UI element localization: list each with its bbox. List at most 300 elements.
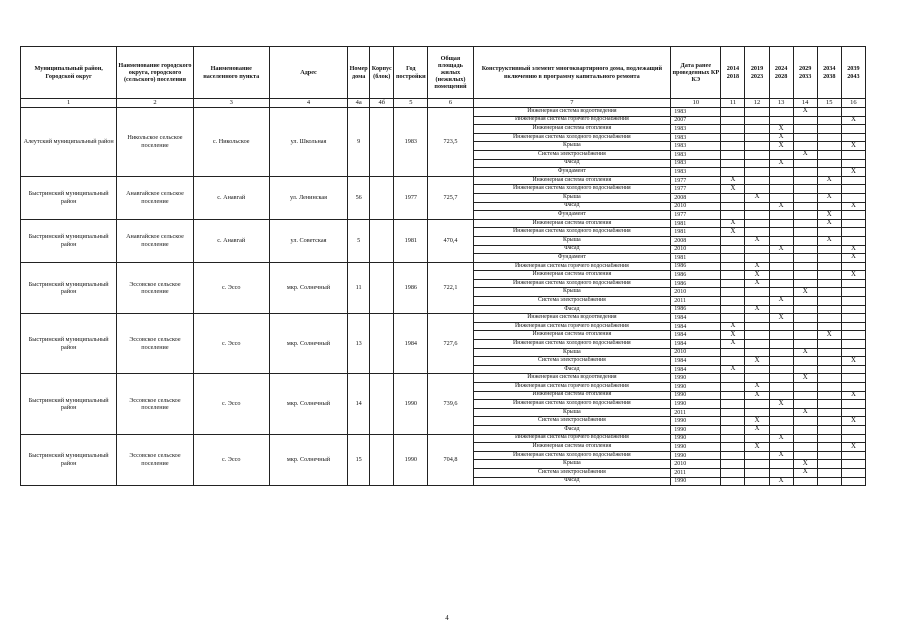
repair-period-mark: X: [745, 193, 769, 202]
repair-period-mark: X: [841, 202, 865, 211]
header-address: Адрес: [269, 47, 347, 99]
previous-repair-date-cell: 1984: [671, 322, 721, 331]
repair-period-mark: [745, 374, 769, 383]
repair-period-mark: X: [721, 322, 745, 331]
structural-element-cell: Система электроснабжения: [473, 468, 671, 477]
repair-period-mark: [745, 219, 769, 228]
repair-period-mark: [841, 185, 865, 194]
year-built-cell: 1986: [394, 262, 428, 314]
repair-period-mark: [817, 168, 841, 177]
block-cell: [370, 219, 394, 262]
repair-period-mark: [769, 219, 793, 228]
district-cell: Быстринский муниципальный район: [21, 262, 117, 314]
repair-period-mark: X: [769, 159, 793, 168]
repair-period-mark: [841, 383, 865, 392]
settlement-cell: Никольское сельское поселение: [117, 108, 193, 177]
repair-period-mark: [745, 365, 769, 374]
structural-element-cell: Инженерная система отопления: [473, 331, 671, 340]
repair-period-mark: X: [769, 133, 793, 142]
structural-element-cell: Фундамент: [473, 211, 671, 220]
previous-repair-date-cell: 1983: [671, 168, 721, 177]
repair-period-mark: [769, 228, 793, 237]
structural-element-cell: Инженерная система водоотведения: [473, 108, 671, 117]
repair-period-mark: [721, 150, 745, 159]
previous-repair-date-cell: 1990: [671, 451, 721, 460]
repair-period-mark: X: [721, 185, 745, 194]
structural-element-cell: Система электроснабжения: [473, 297, 671, 306]
settlement-cell: Анавгайское сельское поселение: [117, 219, 193, 262]
previous-repair-date-cell: 1990: [671, 434, 721, 443]
structural-element-cell: Инженерная система отопления: [473, 271, 671, 280]
repair-period-mark: [745, 202, 769, 211]
repair-period-mark: X: [721, 176, 745, 185]
repair-period-mark: [745, 468, 769, 477]
repair-period-mark: [841, 408, 865, 417]
repair-period-mark: [817, 116, 841, 125]
block-cell: [370, 314, 394, 374]
repair-period-mark: X: [745, 357, 769, 366]
repair-period-mark: [841, 125, 865, 134]
locality-cell: с. Эссо: [193, 434, 269, 486]
locality-cell: с. Анавгай: [193, 219, 269, 262]
repair-period-mark: X: [721, 228, 745, 237]
year-built-cell: 1981: [394, 219, 428, 262]
repair-period-mark: [841, 236, 865, 245]
repair-period-mark: [721, 468, 745, 477]
repair-period-mark: X: [745, 383, 769, 392]
repair-period-mark: [721, 193, 745, 202]
repair-period-mark: [793, 185, 817, 194]
settlement-cell: Эссовское сельское поселение: [117, 374, 193, 434]
repair-period-mark: [769, 417, 793, 426]
repair-period-mark: [817, 357, 841, 366]
structural-element-cell: Инженерная система водоотведения: [473, 314, 671, 323]
previous-repair-date-cell: 1977: [671, 176, 721, 185]
repair-period-mark: [817, 150, 841, 159]
repair-period-mark: [721, 279, 745, 288]
repair-period-mark: [793, 357, 817, 366]
header-period-2014-2018: 2014 2018: [721, 47, 745, 99]
previous-repair-date-cell: 1990: [671, 417, 721, 426]
repair-period-mark: [745, 142, 769, 151]
repair-period-mark: [817, 468, 841, 477]
previous-repair-date-cell: 1990: [671, 383, 721, 392]
repair-period-mark: [841, 150, 865, 159]
repair-period-mark: [793, 297, 817, 306]
repair-period-mark: [817, 159, 841, 168]
previous-repair-date-cell: 2008: [671, 193, 721, 202]
repair-period-mark: [745, 228, 769, 237]
repair-period-mark: [769, 116, 793, 125]
repair-period-mark: X: [841, 142, 865, 151]
repair-period-mark: [793, 322, 817, 331]
repair-period-mark: [721, 271, 745, 280]
column-number: 3: [193, 99, 269, 108]
previous-repair-date-cell: 1986: [671, 305, 721, 314]
repair-period-mark: X: [745, 271, 769, 280]
block-cell: [370, 434, 394, 486]
repair-period-mark: [841, 477, 865, 486]
repair-period-mark: [817, 391, 841, 400]
structural-element-cell: Инженерная система горячего водоснабжения: [473, 434, 671, 443]
repair-period-mark: X: [841, 443, 865, 452]
structural-element-cell: Инженерная система холодного водоснабжения: [473, 340, 671, 349]
repair-period-mark: [769, 185, 793, 194]
header-period-2029-2033: 2029 2033: [793, 47, 817, 99]
repair-period-mark: [721, 262, 745, 271]
block-cell: [370, 108, 394, 177]
address-cell: ул. Школьная: [269, 108, 347, 177]
header-structural-element: Конструктивный элемент многоквартирного дома, подлежащий включению в программу капитального ремонта: [473, 47, 671, 99]
repair-period-mark: X: [817, 236, 841, 245]
header-house-number: Номер дома: [348, 47, 370, 99]
header-block: Корпус (блок): [370, 47, 394, 99]
repair-period-mark: X: [841, 271, 865, 280]
repair-period-mark: [793, 365, 817, 374]
repair-period-mark: [817, 185, 841, 194]
repair-period-mark: [721, 297, 745, 306]
total-area-cell: 722,1: [428, 262, 473, 314]
table-body: [21, 108, 866, 486]
repair-period-mark: X: [745, 236, 769, 245]
column-number-row: [21, 99, 866, 108]
repair-period-mark: [817, 365, 841, 374]
structural-element-cell: Инженерная система отопления: [473, 391, 671, 400]
structural-element-cell: Инженерная система горячего водоснабжения: [473, 322, 671, 331]
repair-period-mark: [793, 236, 817, 245]
repair-period-mark: X: [745, 262, 769, 271]
repair-period-mark: [769, 288, 793, 297]
address-cell: мкр. Солнечный: [269, 262, 347, 314]
locality-cell: с. Эссо: [193, 374, 269, 434]
previous-repair-date-cell: 2010: [671, 202, 721, 211]
structural-element-cell: Система электроснабжения: [473, 417, 671, 426]
repair-period-mark: X: [769, 314, 793, 323]
repair-period-mark: [769, 262, 793, 271]
repair-period-mark: [769, 365, 793, 374]
column-number: 12: [745, 99, 769, 108]
structural-element-cell: Инженерная система горячего водоснабжения: [473, 262, 671, 271]
table-row: [21, 314, 866, 323]
structural-element-cell: Инженерная система холодного водоснабжения: [473, 400, 671, 409]
repair-period-mark: [817, 400, 841, 409]
total-area-cell: 723,5: [428, 108, 473, 177]
header-period-2024-2028: 2024 2028: [769, 47, 793, 99]
header-previous-repair-date: Дата ранее проведенных КР КЭ: [671, 47, 721, 99]
repair-period-mark: [745, 314, 769, 323]
repair-period-mark: [793, 400, 817, 409]
repair-period-mark: [769, 391, 793, 400]
repair-period-mark: [841, 365, 865, 374]
repair-period-mark: [721, 425, 745, 434]
structural-element-cell: Крыша: [473, 193, 671, 202]
settlement-cell: Эссовское сельское поселение: [117, 314, 193, 374]
total-area-cell: 727,6: [428, 314, 473, 374]
repair-period-mark: [793, 383, 817, 392]
previous-repair-date-cell: 2008: [671, 236, 721, 245]
repair-period-mark: [841, 159, 865, 168]
structural-element-cell: Инженерная система холодного водоснабжения: [473, 451, 671, 460]
previous-repair-date-cell: 1986: [671, 271, 721, 280]
repair-period-mark: [769, 331, 793, 340]
structural-element-cell: Инженерная система холодного водоснабжения: [473, 133, 671, 142]
previous-repair-date-cell: 2007: [671, 116, 721, 125]
repair-period-mark: X: [841, 254, 865, 263]
structural-element-cell: Крыша: [473, 460, 671, 469]
table-row: [21, 219, 866, 228]
total-area-cell: 470,4: [428, 219, 473, 262]
previous-repair-date-cell: 2011: [671, 468, 721, 477]
repair-period-mark: [745, 116, 769, 125]
repair-period-mark: [841, 434, 865, 443]
repair-period-mark: [769, 211, 793, 220]
previous-repair-date-cell: 1983: [671, 150, 721, 159]
repair-period-mark: [721, 159, 745, 168]
repair-period-mark: [721, 254, 745, 263]
repair-period-mark: [817, 279, 841, 288]
settlement-cell: Анавгайское сельское поселение: [117, 176, 193, 219]
repair-period-mark: [793, 202, 817, 211]
repair-period-mark: [817, 288, 841, 297]
repair-period-mark: [793, 262, 817, 271]
repair-period-mark: [793, 417, 817, 426]
repair-period-mark: [721, 348, 745, 357]
repair-period-mark: [745, 477, 769, 486]
address-cell: мкр. Солнечный: [269, 374, 347, 434]
repair-period-mark: [769, 271, 793, 280]
repair-period-mark: [841, 400, 865, 409]
previous-repair-date-cell: 1983: [671, 159, 721, 168]
repair-period-mark: X: [817, 193, 841, 202]
repair-period-mark: [721, 142, 745, 151]
repair-period-mark: [817, 314, 841, 323]
repair-period-mark: [721, 202, 745, 211]
repair-period-mark: [745, 211, 769, 220]
repair-period-mark: X: [721, 365, 745, 374]
table-row: [21, 176, 866, 185]
column-number: 1: [21, 99, 117, 108]
header-total-area: Общая площадь жилых (нежилых) помещений: [428, 47, 473, 99]
district-cell: Быстринский муниципальный район: [21, 314, 117, 374]
repair-period-mark: [841, 219, 865, 228]
repair-period-mark: [721, 116, 745, 125]
repair-period-mark: [793, 331, 817, 340]
previous-repair-date-cell: 2010: [671, 245, 721, 254]
house-number-cell: 5: [348, 219, 370, 262]
previous-repair-date-cell: 1986: [671, 279, 721, 288]
district-cell: Быстринский муниципальный район: [21, 434, 117, 486]
previous-repair-date-cell: 1983: [671, 142, 721, 151]
repair-period-mark: [817, 348, 841, 357]
repair-period-mark: [769, 150, 793, 159]
column-number: 5: [394, 99, 428, 108]
repair-period-mark: X: [745, 279, 769, 288]
repair-period-mark: [793, 168, 817, 177]
header-period-2034-2038: 2034 2038: [817, 47, 841, 99]
repair-period-mark: [841, 297, 865, 306]
repair-period-mark: [841, 176, 865, 185]
district-cell: Алеутский муниципальный район: [21, 108, 117, 177]
repair-period-mark: [721, 417, 745, 426]
repair-period-mark: X: [769, 245, 793, 254]
repair-period-mark: X: [793, 468, 817, 477]
repair-period-mark: [817, 417, 841, 426]
repair-period-mark: [721, 374, 745, 383]
repair-period-mark: [817, 305, 841, 314]
locality-cell: с. Эссо: [193, 314, 269, 374]
repair-period-mark: [769, 383, 793, 392]
repair-period-mark: [841, 322, 865, 331]
repair-period-mark: [793, 116, 817, 125]
structural-element-cell: Крыша: [473, 142, 671, 151]
repair-period-mark: X: [841, 391, 865, 400]
repair-period-mark: X: [769, 477, 793, 486]
repair-period-mark: [769, 443, 793, 452]
column-number: 6: [428, 99, 473, 108]
column-number: 2: [117, 99, 193, 108]
repair-period-mark: [769, 357, 793, 366]
repair-period-mark: [745, 245, 769, 254]
structural-element-cell: Фундамент: [473, 254, 671, 263]
repair-period-mark: [817, 142, 841, 151]
repair-period-mark: [817, 254, 841, 263]
repair-period-mark: [721, 383, 745, 392]
district-cell: Быстринский муниципальный район: [21, 176, 117, 219]
structural-element-cell: Фасад: [473, 365, 671, 374]
repair-period-mark: [793, 477, 817, 486]
header-settlement: Наименование городского округа, городского (сельского) поселения: [117, 47, 193, 99]
repair-period-mark: [793, 271, 817, 280]
structural-element-cell: Крыша: [473, 348, 671, 357]
year-built-cell: 1990: [394, 374, 428, 434]
year-built-cell: 1977: [394, 176, 428, 219]
repair-period-mark: [793, 443, 817, 452]
structural-element-cell: Инженерная система горячего водоснабжения: [473, 383, 671, 392]
repair-period-mark: [721, 168, 745, 177]
repair-period-mark: X: [745, 305, 769, 314]
house-number-cell: 15: [348, 434, 370, 486]
repair-period-mark: [841, 262, 865, 271]
repair-period-mark: [721, 408, 745, 417]
repair-period-mark: X: [817, 176, 841, 185]
previous-repair-date-cell: 1990: [671, 477, 721, 486]
repair-period-mark: [817, 297, 841, 306]
repair-period-mark: X: [841, 245, 865, 254]
table-row: [21, 262, 866, 271]
repair-period-mark: [841, 314, 865, 323]
previous-repair-date-cell: 1984: [671, 314, 721, 323]
repair-period-mark: [817, 374, 841, 383]
structural-element-cell: Фундамент: [473, 168, 671, 177]
capital-repair-table: [20, 46, 866, 486]
repair-period-mark: X: [841, 357, 865, 366]
repair-period-mark: X: [841, 417, 865, 426]
year-built-cell: 1984: [394, 314, 428, 374]
structural-element-cell: Система электроснабжения: [473, 357, 671, 366]
repair-period-mark: [817, 443, 841, 452]
structural-element-cell: Крыша: [473, 236, 671, 245]
repair-period-mark: [721, 357, 745, 366]
previous-repair-date-cell: 1990: [671, 425, 721, 434]
repair-period-mark: [745, 408, 769, 417]
previous-repair-date-cell: 1990: [671, 374, 721, 383]
repair-period-mark: [745, 125, 769, 134]
repair-period-mark: [769, 168, 793, 177]
repair-period-mark: [793, 425, 817, 434]
repair-period-mark: [817, 125, 841, 134]
block-cell: [370, 262, 394, 314]
repair-period-mark: [817, 451, 841, 460]
district-cell: Быстринский муниципальный район: [21, 219, 117, 262]
repair-period-mark: [721, 460, 745, 469]
table-row: [21, 108, 866, 117]
address-cell: ул. Ленинская: [269, 176, 347, 219]
column-number: 13: [769, 99, 793, 108]
repair-period-mark: [745, 400, 769, 409]
repair-period-mark: [769, 108, 793, 117]
repair-period-mark: [841, 460, 865, 469]
year-built-cell: 1983: [394, 108, 428, 177]
total-area-cell: 739,6: [428, 374, 473, 434]
repair-period-mark: X: [769, 202, 793, 211]
column-number: 14: [793, 99, 817, 108]
repair-period-mark: [769, 322, 793, 331]
structural-element-cell: Инженерная система холодного водоснабжения: [473, 228, 671, 237]
repair-period-mark: [841, 193, 865, 202]
structural-element-cell: Инженерная система водоотведения: [473, 374, 671, 383]
previous-repair-date-cell: 2010: [671, 288, 721, 297]
house-number-cell: 56: [348, 176, 370, 219]
structural-element-cell: Фасад: [473, 425, 671, 434]
repair-period-mark: [745, 348, 769, 357]
structural-element-cell: Инженерная система отопления: [473, 125, 671, 134]
repair-period-mark: [793, 211, 817, 220]
repair-period-mark: [793, 133, 817, 142]
repair-period-mark: [721, 236, 745, 245]
previous-repair-date-cell: 1984: [671, 340, 721, 349]
repair-period-mark: X: [745, 443, 769, 452]
repair-period-mark: X: [793, 150, 817, 159]
repair-period-mark: [721, 451, 745, 460]
repair-period-mark: [793, 305, 817, 314]
repair-period-mark: [721, 288, 745, 297]
previous-repair-date-cell: 1984: [671, 365, 721, 374]
previous-repair-date-cell: 1990: [671, 400, 721, 409]
repair-period-mark: [817, 322, 841, 331]
repair-period-mark: [841, 228, 865, 237]
repair-period-mark: [745, 185, 769, 194]
repair-period-mark: [817, 383, 841, 392]
repair-period-mark: [817, 108, 841, 117]
header-row: [21, 47, 866, 99]
address-cell: мкр. Солнечный: [269, 434, 347, 486]
repair-period-mark: [793, 219, 817, 228]
repair-period-mark: X: [769, 400, 793, 409]
locality-cell: с. Анавгай: [193, 176, 269, 219]
repair-period-mark: X: [745, 391, 769, 400]
previous-repair-date-cell: 1981: [671, 228, 721, 237]
repair-period-mark: [841, 108, 865, 117]
repair-period-mark: X: [817, 211, 841, 220]
structural-element-cell: Инженерная система холодного водоснабжения: [473, 279, 671, 288]
column-number: 4: [269, 99, 347, 108]
repair-period-mark: [817, 228, 841, 237]
repair-period-mark: X: [793, 460, 817, 469]
repair-period-mark: [817, 434, 841, 443]
repair-period-mark: X: [721, 331, 745, 340]
repair-period-mark: [745, 434, 769, 443]
repair-period-mark: [793, 391, 817, 400]
